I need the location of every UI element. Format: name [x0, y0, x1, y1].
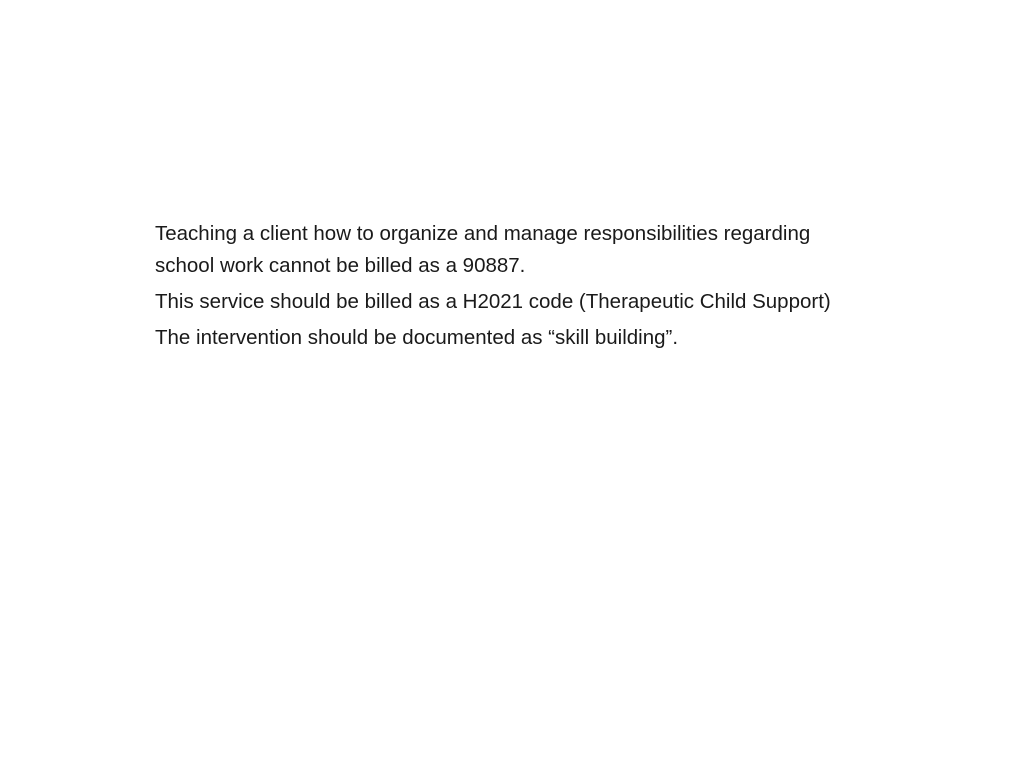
- paragraph-billing-code: This service should be billed as a H2021 code (Therapeutic Child Support): [155, 290, 831, 313]
- paragraph-billing-restriction: Teaching a client how to organize and manage responsibilities regarding school work cannot be billed as a 90887.: [155, 222, 811, 277]
- slide-body: [155, 218, 845, 358]
- paragraph-documentation: The intervention should be documented as “skill building”.: [155, 326, 679, 349]
